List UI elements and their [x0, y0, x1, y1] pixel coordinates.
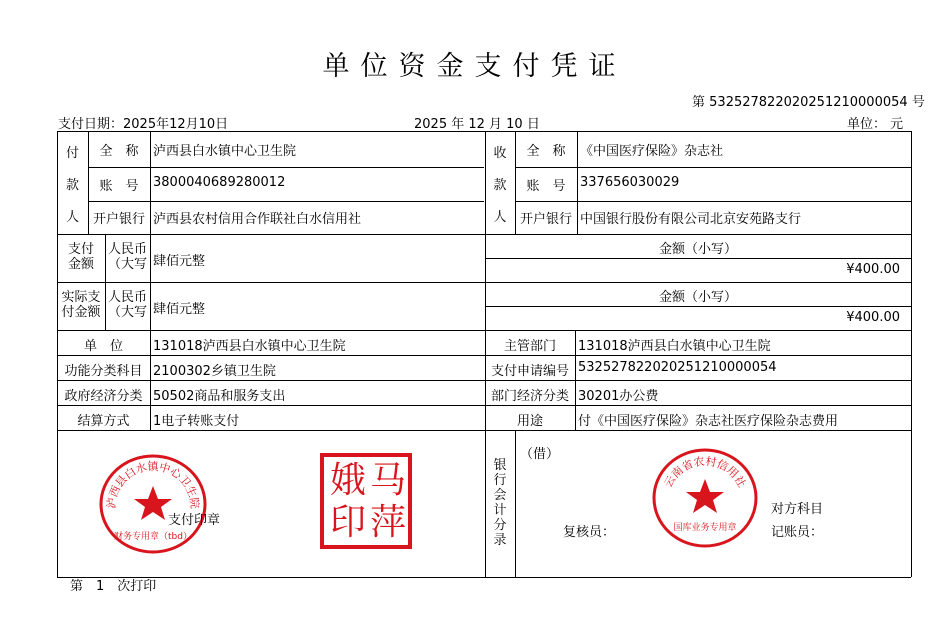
payee-bank-label: 开户银行: [519, 212, 572, 227]
payer-char: 付: [65, 146, 79, 161]
voucher-suffix: 号: [911, 95, 925, 110]
seal-label: 支付印章: [168, 513, 221, 528]
name-seal-char: 印: [330, 502, 367, 543]
bank-seal: [650, 446, 760, 550]
payer-char: 人: [65, 210, 79, 225]
dept-field: 131018泸西县白水镇中心卫生院: [578, 339, 771, 354]
payee-name-label: 全 称: [526, 144, 566, 159]
pay-amount-label-l2: 金额: [67, 257, 94, 272]
payer-name: 泸西县白水镇中心卫生院: [153, 144, 297, 159]
print-count: 第 1 次打印: [70, 579, 157, 594]
payee-bank: 中国银行股份有限公司北京安苑路支行: [580, 212, 802, 227]
bank-entry-char: 分: [493, 518, 507, 533]
name-seal: [320, 453, 412, 549]
name-seal-char: 萍: [370, 502, 407, 543]
rmb-l2: （大写: [107, 257, 147, 272]
payer-account-label: 账 号: [99, 179, 139, 194]
gov-econ-label: 政府经济分类: [64, 389, 143, 404]
counter-subject-label: 对方科目: [771, 502, 824, 517]
pay-amount-rmb-label: [105, 242, 150, 272]
pay-amount-label-l1: 支付: [67, 242, 94, 257]
unit-field-label: 单 位: [83, 339, 123, 354]
usage-label: 用途: [516, 414, 543, 429]
actual-amount-words: 肆佰元整: [153, 302, 206, 317]
payee-char: 款: [493, 178, 507, 193]
payer-label: [57, 143, 88, 229]
name-seal-char: 马: [370, 460, 407, 501]
debit-label: （借）: [520, 447, 560, 462]
actual-amount-value: ¥400.00: [846, 310, 900, 325]
unit-field: 131018泸西县白水镇中心卫生院: [153, 339, 346, 354]
rmb-l1: 人民币: [107, 290, 147, 305]
payee-account: 337656030029: [580, 175, 680, 190]
settle-label: 结算方式: [77, 414, 130, 429]
payee-name: 《中国医疗保险》杂志社: [580, 144, 724, 159]
hospital-seal-sub: 财务专用章（tbd）: [114, 532, 192, 542]
reviewer-label: 复核员：: [563, 525, 616, 540]
payee-label: [485, 143, 515, 229]
bank-entry-char: 行: [493, 473, 507, 488]
payee-char: 人: [493, 210, 507, 225]
name-seal-char: 娥: [330, 460, 367, 501]
voucher-number-value: 532527822020251210000054: [709, 95, 908, 110]
hospital-seal: [97, 452, 209, 556]
apply-label: 支付申请编号: [490, 364, 569, 379]
bank-entry-char: 录: [493, 533, 507, 548]
voucher-number: [692, 91, 925, 110]
bank-entry-char: 会: [493, 488, 507, 503]
payer-char: 款: [65, 178, 79, 193]
actual-amount-label: [57, 290, 105, 320]
rmb-l2: （大写: [107, 305, 147, 320]
payee-account-label: 账 号: [526, 179, 566, 194]
func-field: 2100302乡镇卫生院: [153, 364, 276, 379]
dept-econ-label: 部门经济分类: [490, 389, 569, 404]
payee-char: 收: [493, 146, 507, 161]
func-label: 功能分类科目: [64, 364, 143, 379]
bank-seal-sub: 国库业务专用章: [673, 523, 737, 533]
payer-bank: 泸西县农村信用合作联社白水信用社: [153, 212, 362, 227]
gov-econ-field: 50502商品和服务支出: [153, 389, 286, 404]
hospital-seal-text: 泸西县白水镇中心卫生院: [104, 460, 202, 510]
bookkeeper-label: 记账员：: [771, 525, 824, 540]
voucher-prefix: 第: [692, 95, 706, 110]
pay-amount-label: [57, 242, 105, 272]
rmb-l1: 人民币: [107, 242, 147, 257]
bank-entry-char: 银: [493, 458, 507, 473]
pay-date: 支付日期：2025年12月10日: [58, 117, 229, 132]
bank-entry-char: 计: [493, 503, 507, 518]
actual-amount-label-l2: 付金额: [61, 305, 101, 320]
usage-field: 付《中国医疗保险》杂志社医疗保险杂志费用: [578, 414, 839, 429]
payer-bank-label: 开户银行: [92, 212, 145, 227]
pay-amount-value: ¥400.00: [846, 262, 900, 277]
actual-amount-small-label: 金额（小写）: [658, 290, 737, 305]
dept-label: 主管部门: [503, 339, 556, 354]
pay-amount-small-label: 金额（小写）: [658, 242, 737, 257]
actual-amount-rmb-label: [105, 290, 150, 320]
date-line: 2025 年 12 月 10 日: [414, 117, 540, 132]
pay-amount-words: 肆佰元整: [153, 254, 206, 269]
payer-name-label: 全 称: [99, 144, 139, 159]
apply-field: 532527822020251210000054: [578, 360, 777, 375]
unit-label: 单位： 元: [847, 117, 904, 132]
dept-econ-field: 30201办公费: [578, 389, 659, 404]
settle-field: 1电子转账支付: [153, 414, 240, 429]
actual-amount-label-l1: 实际支: [61, 290, 101, 305]
page-title: 单位资金支付凭证: [322, 51, 627, 82]
bank-seal-text: 云南省农村信用社: [661, 454, 749, 490]
payer-account: 3800040689280012: [153, 175, 286, 190]
bank-entry-label: [485, 458, 515, 548]
